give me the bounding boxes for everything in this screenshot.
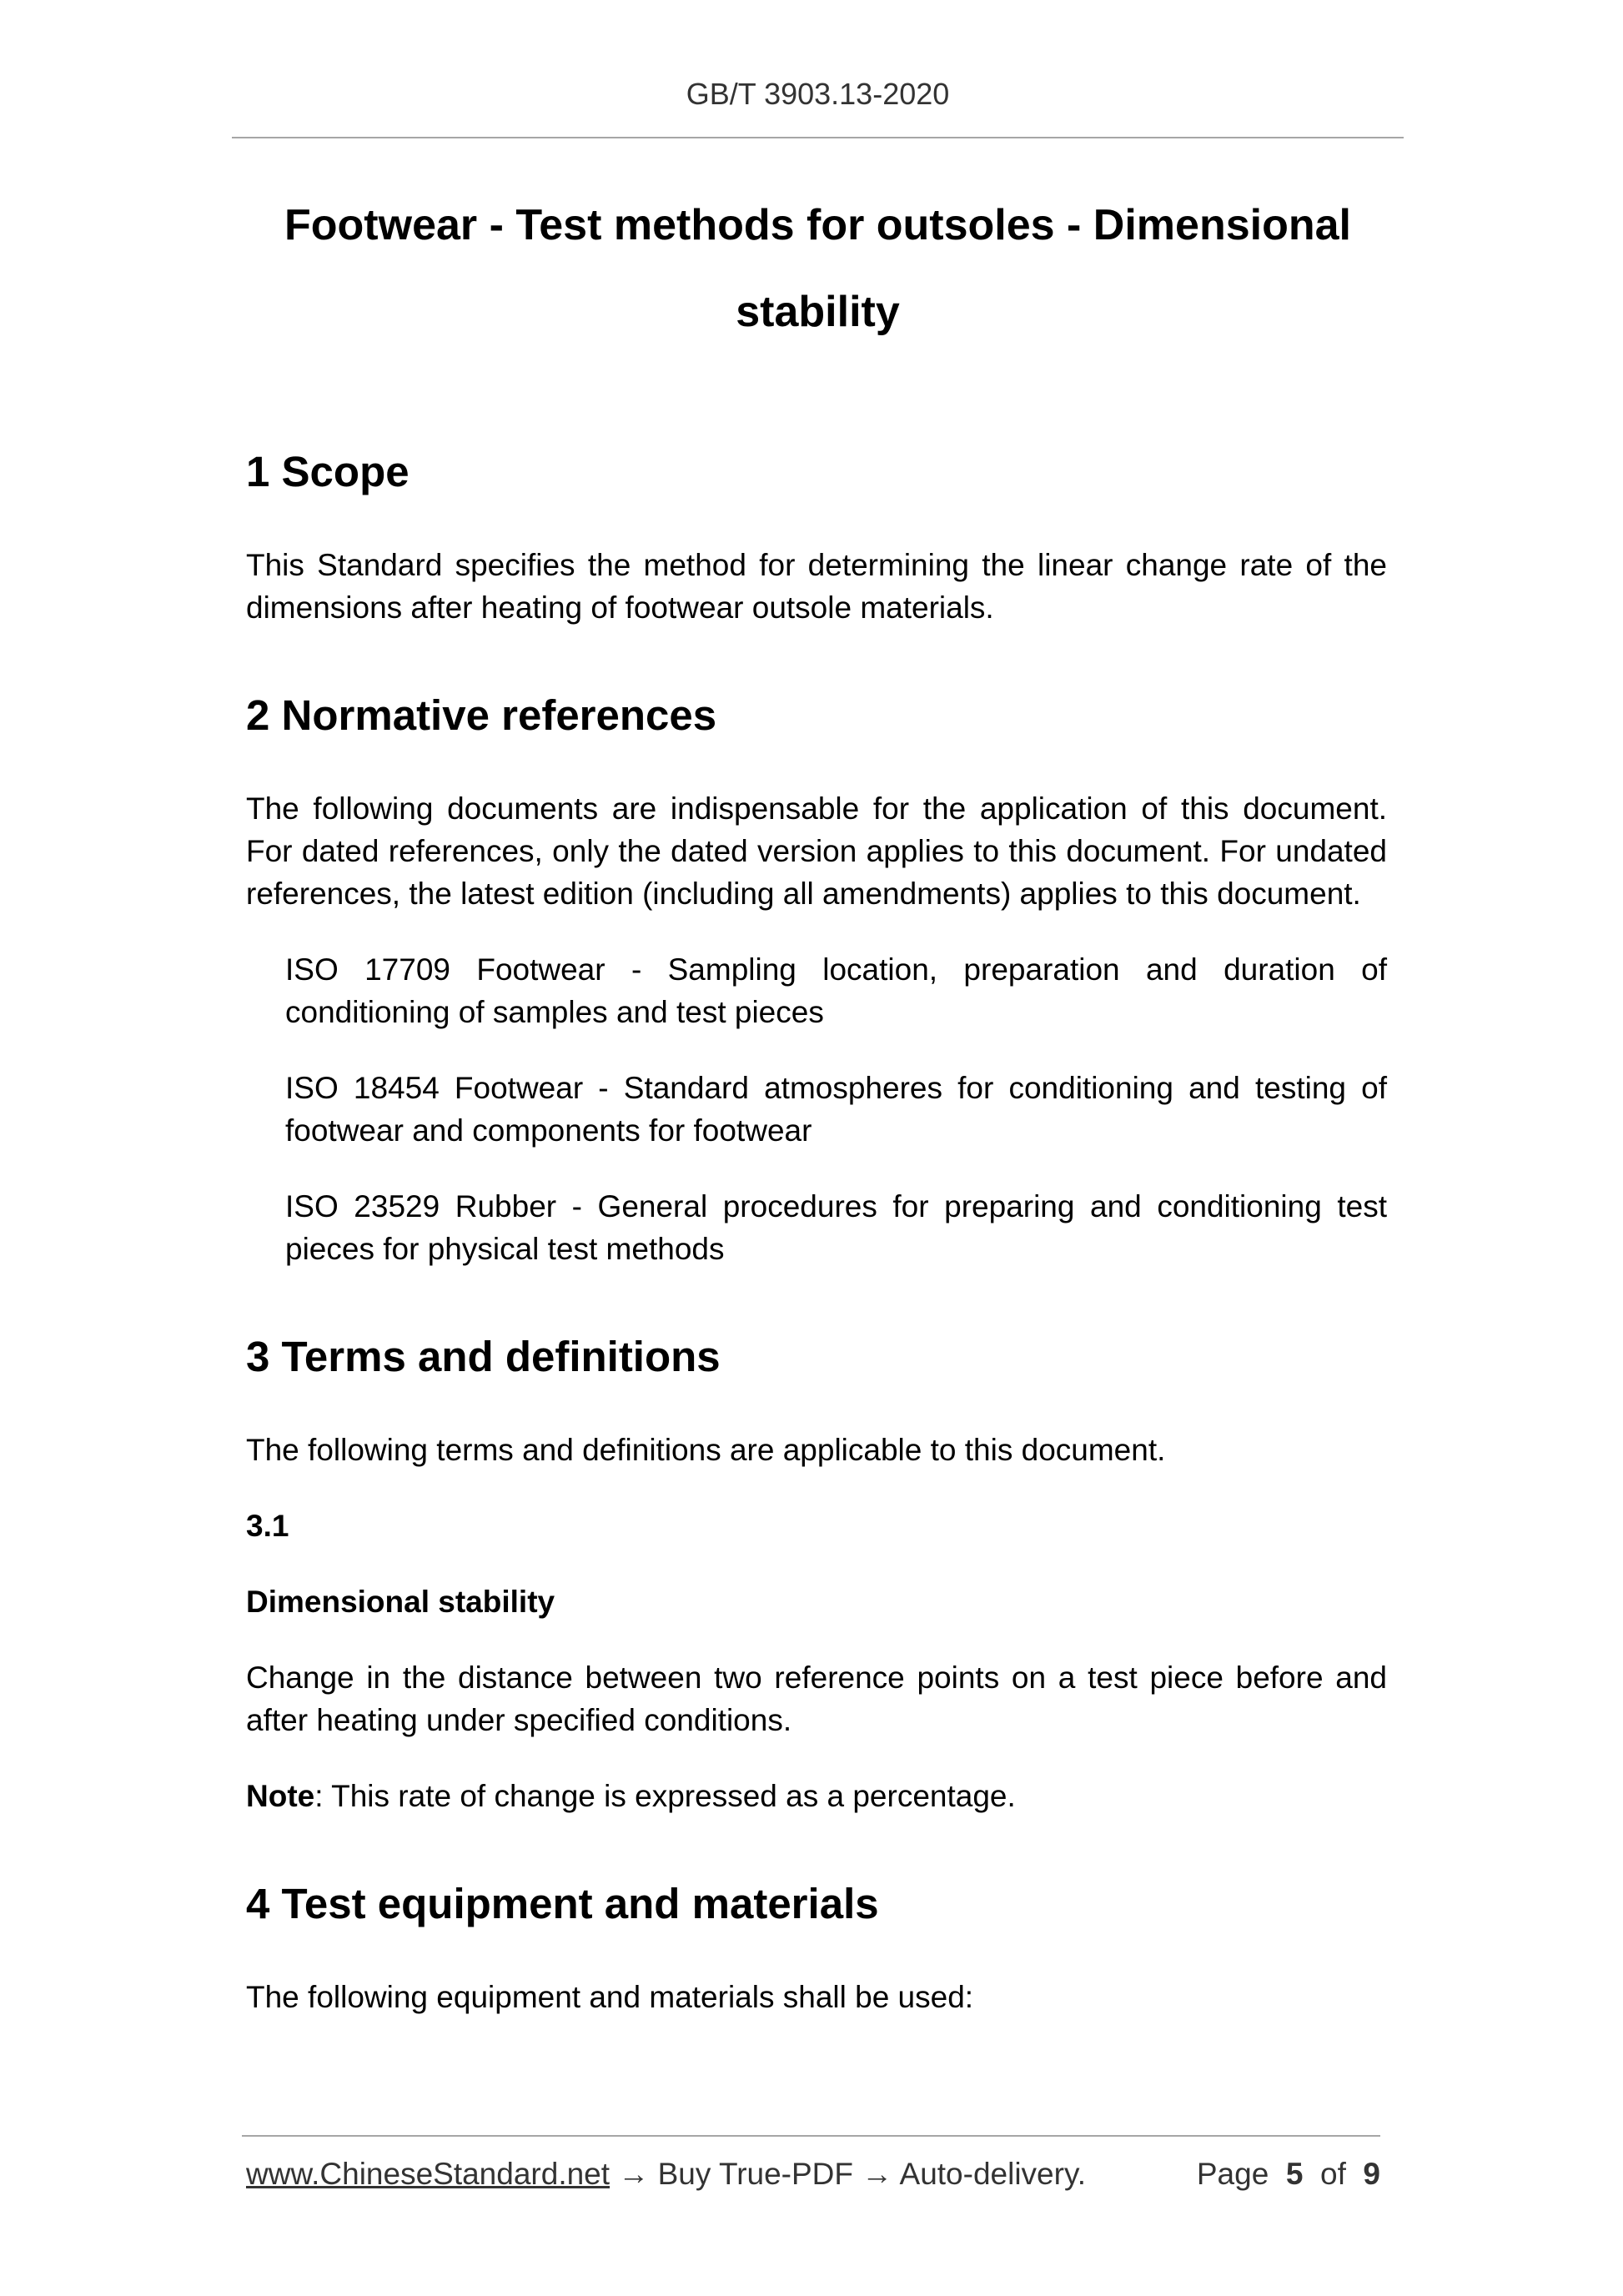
normative-paragraph: The following documents are indispensable for the application of this document. For dated references, only the dated version applies to this document. For undated references, the latest edition (including all amendments) applies to this document. (246, 791, 1387, 911)
document-code-header: GB/T 3903.13-2020 (686, 77, 950, 111)
terms-paragraph: The following terms and definitions are applicable to this document. (246, 1433, 1166, 1467)
note-label: Note (246, 1779, 315, 1813)
term-note (246, 1775, 1387, 1817)
term-definition: Change in the distance between two reference points on a test piece before and after heating under specified conditions. (246, 1660, 1387, 1737)
reference-item: ISO 23529 Rubber - General procedures for preparing and conditioning test pieces for physical test methods (285, 1189, 1387, 1266)
page-indicator (1197, 2157, 1380, 2192)
term-name: Dimensional stability (246, 1585, 555, 1619)
page-label: Page (1196, 2157, 1269, 2191)
reference-item: ISO 18454 Footwear - Standard atmospheres for conditioning and testing of footwear and components for footwear (285, 1071, 1387, 1148)
document-title (232, 182, 1404, 355)
section-heading-normative-references: 2 Normative references (246, 691, 717, 739)
footer-divider (242, 2135, 1380, 2137)
document-body (246, 434, 1387, 2018)
scope-paragraph: This Standard specifies the method for determining the linear change rate of the dimensions after heating of footwear outsole materials. (246, 548, 1387, 625)
section-heading-scope: 1 Scope (246, 448, 410, 495)
reference-item: ISO 17709 Footwear - Sampling location, preparation and duration of conditioning of samples and test pieces (285, 952, 1387, 1029)
website-link[interactable]: www.ChineseStandard.net (246, 2157, 611, 2191)
footer-promo: → Buy True-PDF → Auto-delivery. (610, 2157, 1086, 2191)
note-text: : This rate of change is expressed as a percentage. (314, 1779, 1016, 1813)
header-divider (232, 137, 1404, 138)
term-number: 3.1 (246, 1509, 289, 1543)
page-of: of (1320, 2157, 1346, 2191)
page-total: 9 (1363, 2157, 1380, 2191)
title-line-1: Footwear - Test methods for outsoles - Dimensional (284, 201, 1351, 249)
section-heading-terms: 3 Terms and definitions (246, 1333, 721, 1380)
section-heading-equipment: 4 Test equipment and materials (246, 1880, 879, 1927)
page-current: 5 (1285, 2157, 1304, 2191)
title-line-2: stability (736, 288, 900, 336)
equipment-paragraph: The following equipment and materials shall be used: (246, 1980, 974, 2014)
page-footer (246, 2157, 1380, 2192)
